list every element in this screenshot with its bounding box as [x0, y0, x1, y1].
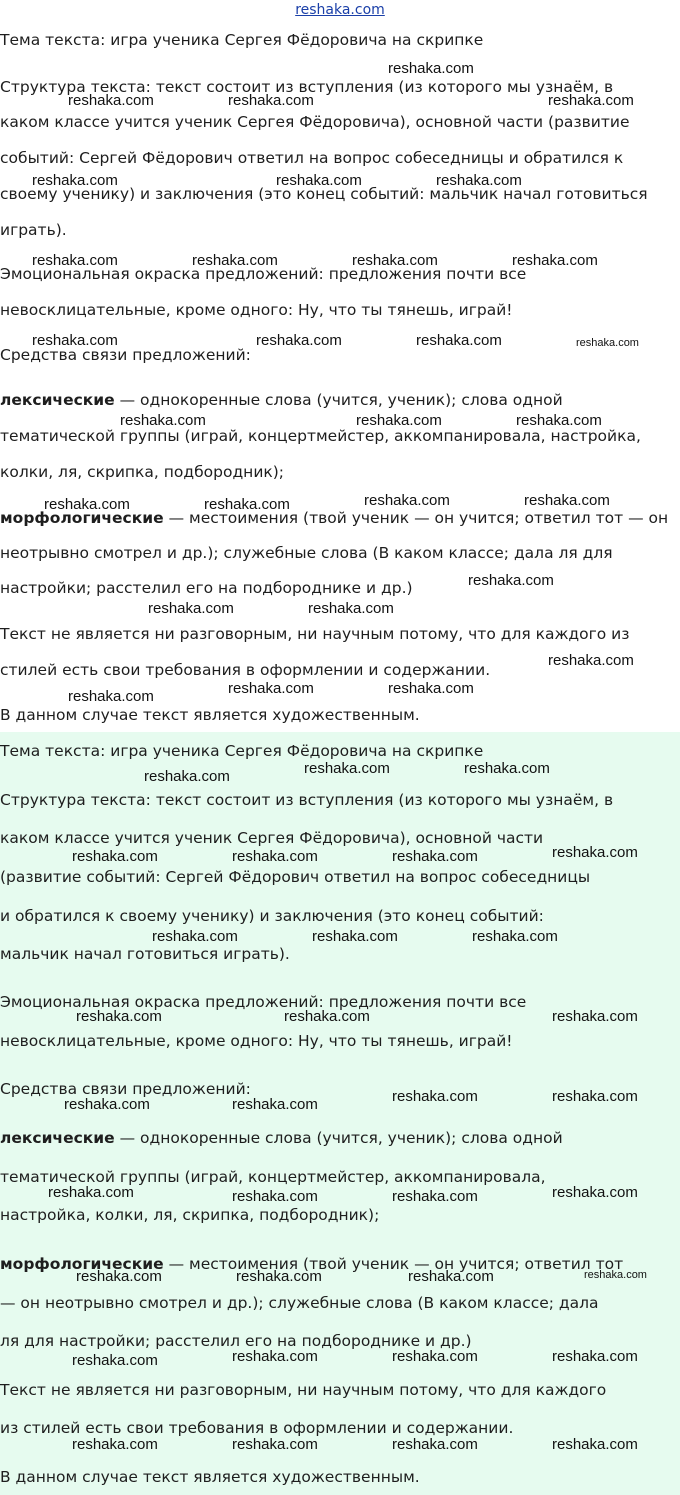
- morphological-line: неотрывно смотрел и др.); служебные слова (В каком классе; дала ля для: [0, 544, 613, 562]
- structure-line: Структура текста: текст состоит из вступления (из которого мы узнаём, в: [0, 791, 614, 809]
- style-line: Текст не является ни разговорным, ни научным потому, что для каждого из: [0, 625, 630, 643]
- structure-line: (развитие событий: Сергей Фёдорович ответил на вопрос собеседницы: [0, 868, 591, 886]
- watermark: reshaka.com: [76, 1268, 162, 1285]
- lexical-text: — однокоренные слова (учится, ученик); слова одной: [114, 1129, 563, 1147]
- morphological-line: — он неотрывно смотрел и др.); служебные слова (В каком классе; дала: [0, 1294, 599, 1312]
- watermark: reshaka.com: [232, 1436, 318, 1453]
- style-line: из стилей есть свои требования в оформлении и содержании.: [0, 1419, 514, 1437]
- watermark: reshaka.com: [236, 1268, 322, 1285]
- structure-line: каком классе учится ученик Сергея Фёдоровича), основной части: [0, 829, 544, 847]
- watermark: reshaka.com: [228, 92, 314, 109]
- lexical-term: лексические: [0, 391, 115, 409]
- watermark: reshaka.com: [392, 1088, 478, 1105]
- watermark: reshaka.com: [584, 1269, 647, 1281]
- structure-line: каком классе учится ученик Сергея Фёдоровича), основной части (развитие: [0, 113, 630, 131]
- lexical-line: тематической группы (играй, концертмейстер, аккомпанировала,: [0, 1168, 546, 1186]
- watermark: reshaka.com: [152, 928, 238, 945]
- watermark: reshaka.com: [232, 1096, 318, 1113]
- lexical-term: лексические: [0, 1129, 115, 1147]
- watermark: reshaka.com: [516, 412, 602, 429]
- morphological-text: — местоимения (твой ученик — он учится; ответил тот: [163, 1255, 624, 1273]
- structure-line: своему ученику) и заключения (это конец событий: мальчик начал готовиться: [0, 185, 648, 203]
- watermark: reshaka.com: [48, 1184, 134, 1201]
- style-line: стилей есть свои требования в оформлении и содержании.: [0, 661, 491, 679]
- watermark: reshaka.com: [120, 412, 206, 429]
- watermark: reshaka.com: [472, 928, 558, 945]
- watermark: reshaka.com: [524, 492, 610, 509]
- watermark: reshaka.com: [548, 652, 634, 669]
- emotion-line: невосклицательные, кроме одного: Ну, что ты тянешь, играй!: [0, 1032, 513, 1050]
- watermark: reshaka.com: [408, 1268, 494, 1285]
- watermark: reshaka.com: [436, 172, 522, 189]
- watermark: reshaka.com: [304, 760, 390, 777]
- watermark: reshaka.com: [464, 760, 550, 777]
- morphological-text: — местоимения (твой ученик — он учится; ответил тот — он: [163, 509, 669, 527]
- structure-line: мальчик начал готовиться играть).: [0, 945, 290, 963]
- watermark: reshaka.com: [232, 1348, 318, 1365]
- structure-line: событий: Сергей Фёдорович ответил на вопрос собеседницы и обратился к: [0, 149, 624, 167]
- watermark: reshaka.com: [308, 600, 394, 617]
- watermark: reshaka.com: [392, 848, 478, 865]
- watermark: reshaka.com: [512, 252, 598, 269]
- text-analysis-block-white: [0, 0, 680, 732]
- means-heading: Средства связи предложений:: [0, 346, 251, 364]
- watermark: reshaka.com: [72, 848, 158, 865]
- watermark: reshaka.com: [552, 1088, 638, 1105]
- watermark: reshaka.com: [32, 332, 118, 349]
- watermark: reshaka.com: [44, 496, 130, 513]
- morphological-term: морфологические: [0, 1255, 164, 1273]
- site-link[interactable]: reshaka.com: [295, 2, 385, 18]
- watermark: reshaka.com: [352, 252, 438, 269]
- watermark: reshaka.com: [192, 252, 278, 269]
- conclusion-line: В данном случае текст является художественным.: [0, 706, 420, 724]
- structure-line: Структура текста: текст состоит из вступления (из которого мы узнаём, в: [0, 78, 614, 96]
- watermark: reshaka.com: [468, 572, 554, 589]
- watermark: reshaka.com: [144, 768, 230, 785]
- morphological-line: настройки; расстелил его на подбороднике и др.): [0, 579, 413, 597]
- watermark: reshaka.com: [276, 172, 362, 189]
- morphological-term: морфологические: [0, 509, 164, 527]
- watermark: reshaka.com: [552, 1348, 638, 1365]
- structure-line: и обратился к своему ученику) и заключения (это конец событий:: [0, 907, 544, 925]
- lexical-line: колки, ля, скрипка, подбородник);: [0, 463, 285, 481]
- watermark: reshaka.com: [72, 1352, 158, 1369]
- watermark: reshaka.com: [204, 496, 290, 513]
- lexical-line: [0, 390, 563, 410]
- watermark: reshaka.com: [552, 1436, 638, 1453]
- watermark: reshaka.com: [312, 928, 398, 945]
- watermark: reshaka.com: [392, 1436, 478, 1453]
- lexical-line: [0, 1128, 563, 1148]
- watermark: reshaka.com: [68, 688, 154, 705]
- means-heading: Средства связи предложений:: [0, 1080, 251, 1098]
- watermark: reshaka.com: [228, 680, 314, 697]
- watermark: reshaka.com: [548, 92, 634, 109]
- watermark: reshaka.com: [68, 92, 154, 109]
- conclusion-line: В данном случае текст является художественным.: [0, 1468, 420, 1486]
- emotion-line: невосклицательные, кроме одного: Ну, что ты тянешь, играй!: [0, 301, 513, 319]
- watermark: reshaka.com: [364, 492, 450, 509]
- morphological-line: ля для настройки; расстелил его на подбороднике и др.): [0, 1332, 472, 1350]
- structure-line: играть).: [0, 221, 67, 239]
- style-line: Текст не является ни разговорным, ни научным потому, что для каждого: [0, 1381, 607, 1399]
- watermark: reshaka.com: [256, 332, 342, 349]
- watermark: reshaka.com: [576, 337, 639, 349]
- watermark: reshaka.com: [232, 1188, 318, 1205]
- watermark: reshaka.com: [76, 1008, 162, 1025]
- lexical-line: настройка, колки, ля, скрипка, подбородник);: [0, 1206, 380, 1224]
- lexical-text: — однокоренные слова (учится, ученик); слова одной: [114, 391, 563, 409]
- watermark: reshaka.com: [32, 252, 118, 269]
- watermark: reshaka.com: [148, 600, 234, 617]
- watermark: reshaka.com: [392, 1348, 478, 1365]
- lexical-line: тематической группы (играй, концертмейстер, аккомпанировала, настройка,: [0, 427, 641, 445]
- watermark: reshaka.com: [232, 848, 318, 865]
- watermark: reshaka.com: [32, 172, 118, 189]
- emotion-line: Эмоциональная окраска предложений: предложения почти все: [0, 265, 527, 283]
- watermark: reshaka.com: [416, 332, 502, 349]
- watermark: reshaka.com: [284, 1008, 370, 1025]
- watermark: reshaka.com: [388, 680, 474, 697]
- topic-line: Тема текста: игра ученика Сергея Фёдоровича на скрипке: [0, 31, 484, 49]
- watermark: reshaka.com: [552, 1008, 638, 1025]
- watermark: reshaka.com: [388, 60, 474, 77]
- watermark: reshaka.com: [552, 1184, 638, 1201]
- watermark: reshaka.com: [552, 844, 638, 861]
- emotion-line: Эмоциональная окраска предложений: предложения почти все: [0, 993, 527, 1011]
- watermark: reshaka.com: [64, 1096, 150, 1113]
- topic-line: Тема текста: игра ученика Сергея Фёдоровича на скрипке: [0, 742, 484, 760]
- watermark: reshaka.com: [72, 1436, 158, 1453]
- watermark: reshaka.com: [356, 412, 442, 429]
- watermark: reshaka.com: [392, 1188, 478, 1205]
